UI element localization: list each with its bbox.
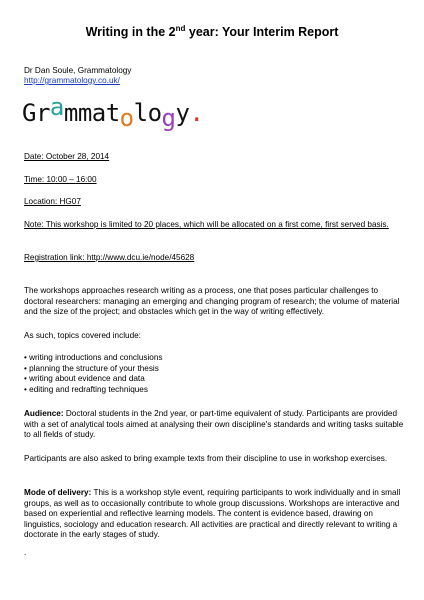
- topic-item: • planning the structure of your thesis: [24, 363, 159, 373]
- title-suffix: year: Your Interim Report: [185, 25, 339, 39]
- title-prefix: Writing in the 2: [85, 25, 176, 39]
- author-line: Dr Dan Soule, Grammatology: [24, 66, 132, 75]
- audience-text: Doctoral students in the 2nd year, or part-time equivalent of study. Participants are provided with a set of analytical tools aimed at analysing their own discipline's standards and writing tasks suitable to all fields of study.: [24, 409, 404, 440]
- registration-line: [24, 253, 406, 264]
- intro-paragraph: The workshops approaches research writing as a process, one that poses particular challenges to doctoral researchers: managing an emerging and changing program of research; the volume of material and the size of the project; and obstacles which get in the way of writing effectively.: [24, 286, 400, 317]
- author-url-container: [24, 76, 406, 87]
- delivery-paragraph: [24, 488, 406, 541]
- date-line: Date: October 28, 2014: [24, 152, 110, 161]
- note-line: Note: This workshop is limited to 20 places, which will be allocated on a first come, first served basis.: [24, 220, 389, 229]
- location-line: Location: HG07: [24, 197, 81, 206]
- time-line: Time: 10:00 – 16:00: [24, 175, 97, 184]
- audience-label: Audience:: [24, 409, 64, 418]
- delivery-label: Mode of delivery:: [24, 488, 92, 497]
- participants-paragraph: Participants are also asked to bring example texts from their discipline to use in workshop exercises.: [24, 454, 388, 463]
- registration-label: Registration link:: [24, 253, 87, 262]
- grammatology-logo: Grammatology.: [22, 93, 204, 132]
- topic-item: • writing introductions and conclusions: [24, 353, 163, 362]
- topic-item: • editing and redrafting techniques: [24, 384, 148, 394]
- audience-paragraph: [24, 409, 406, 441]
- author-url-link[interactable]: http://grammatology.co.uk/: [24, 76, 120, 85]
- registration-link[interactable]: http://www.dcu.ie/node/45628: [86, 253, 195, 262]
- delivery-text: This is a workshop style event, requiring participants to work individually and in small groups, as well as to occasionally contribute to whole group discussions. Workshops are interactive and based on experiential and reflective learning models. The content is evidence based, drawing on linguistics, sociology and education research. All activities are practical and directly relevant to writing a doctorate in the early stages of study.: [24, 488, 401, 540]
- topics-intro: As such, topics covered include:: [24, 331, 141, 340]
- trailing-mark: .: [24, 548, 27, 557]
- topic-item: • writing about evidence and data: [24, 374, 145, 384]
- title-superscript: nd: [175, 24, 186, 33]
- document-title: [0, 24, 424, 40]
- topics-list: [24, 353, 406, 395]
